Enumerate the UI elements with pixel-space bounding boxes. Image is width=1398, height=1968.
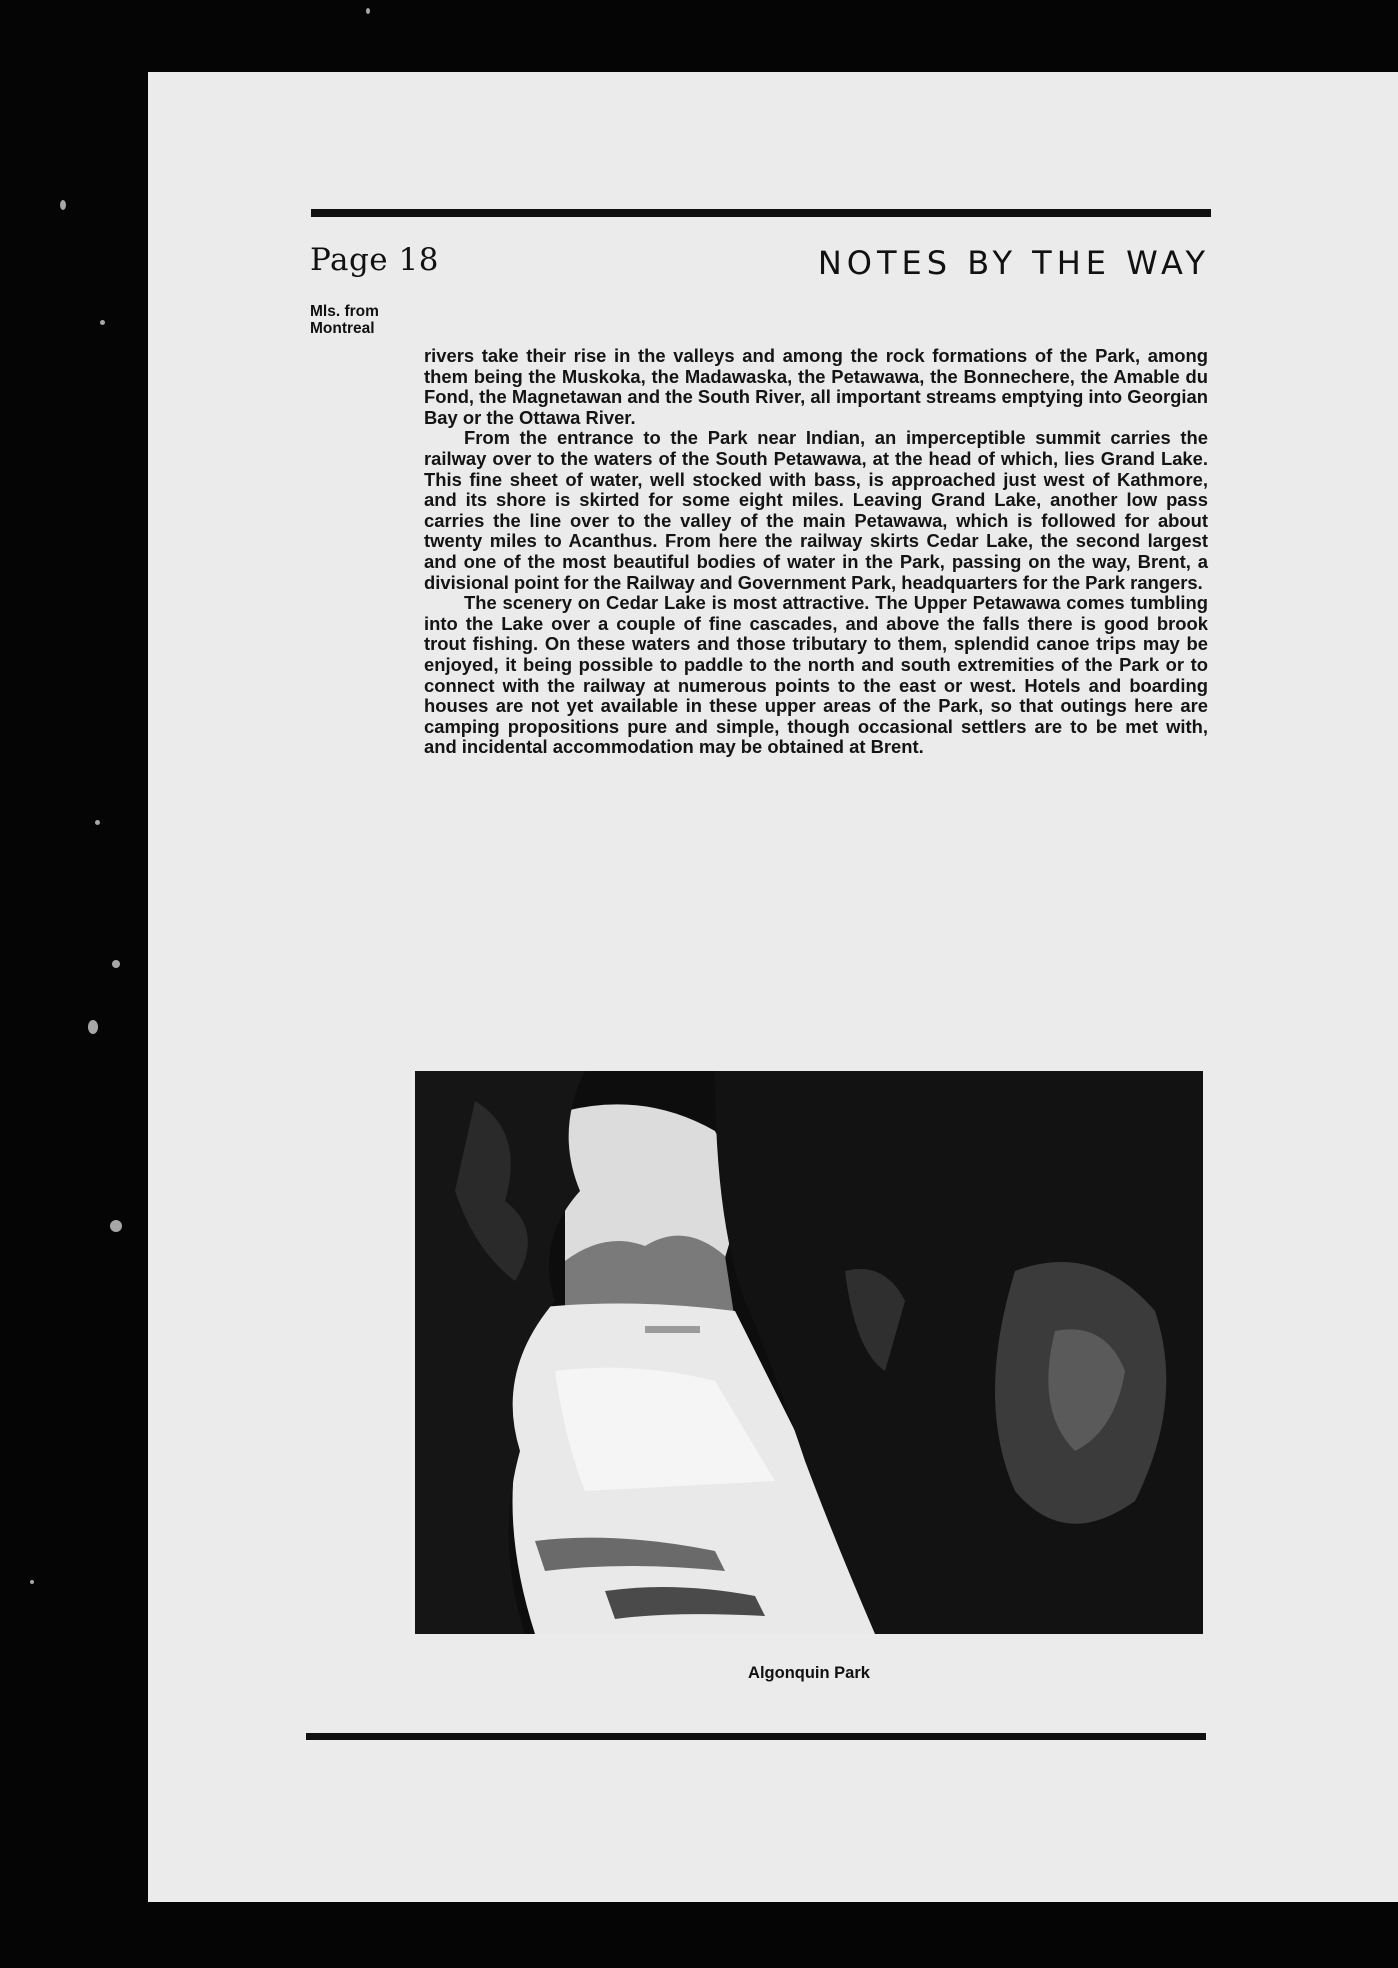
scan-speck	[95, 820, 100, 825]
margin-label	[310, 303, 379, 337]
paragraph: The scenery on Cedar Lake is most attractive. The Upper Petawawa comes tumbling into the Lake over a couple of fine cascades, and above the falls there is good brook trout fishing. On these waters and those tributary to them, splendid canoe trips may be enjoyed, it being possible to paddle to the north and south extremities of the Park or to connect with the railway at numerous points to the east or west. Hotels and boarding houses are not yet available in these upper areas of the Park, so that outings here are camping propositions pure and simple, though occasional settlers are to be met with, and incidental accommodation may be obtained at Brent.	[424, 592, 1208, 758]
footer-rule	[306, 1733, 1206, 1740]
river-photograph	[415, 1071, 1203, 1634]
scan-speck	[30, 1580, 34, 1584]
running-title: NOTES BY THE WAY	[817, 244, 1210, 282]
paragraph: From the entrance to the Park near Indian, an imperceptible summit carries the railway over to the waters of the South Petawawa, at the head of which, lies Grand Lake. This fine sheet of water, well stocked with bass, is approached just west of Kathmore, and its shore is skirted for some eight miles. Leaving Grand Lake, another low pass carries the line over to the valley of the main Petawawa, which is followed for about twenty miles to Acanthus. From here the railway skirts Cedar Lake, the second largest and one of the most beautiful bodies of water in the Park, passing on the way, Brent, a divisional point for the Railway and Government Park, headquarters for the Park rangers.	[424, 427, 1208, 593]
scan-speck	[88, 1020, 98, 1034]
paragraph: rivers take their rise in the valleys and among the rock formations of the Park, among them being the Muskoka, the Madawaska, the Petawawa, the Bonnechere, the Amable du Fond, the Magnetawan and the South River, all important streams emptying into Georgian Bay or the Ottawa River.	[424, 345, 1208, 428]
body-text	[424, 346, 1208, 758]
figure-caption: Algonquin Park	[748, 1664, 870, 1682]
scan-speck	[110, 1220, 122, 1232]
margin-label-line: Montreal	[310, 320, 375, 337]
scan-speck	[100, 320, 105, 325]
page-number: Page 18	[310, 242, 439, 278]
margin-label-line: Mls. from	[310, 303, 379, 320]
scan-speck	[366, 8, 370, 14]
scan-speck	[112, 960, 120, 968]
header-rule	[311, 209, 1211, 217]
scan-speck	[60, 200, 66, 210]
